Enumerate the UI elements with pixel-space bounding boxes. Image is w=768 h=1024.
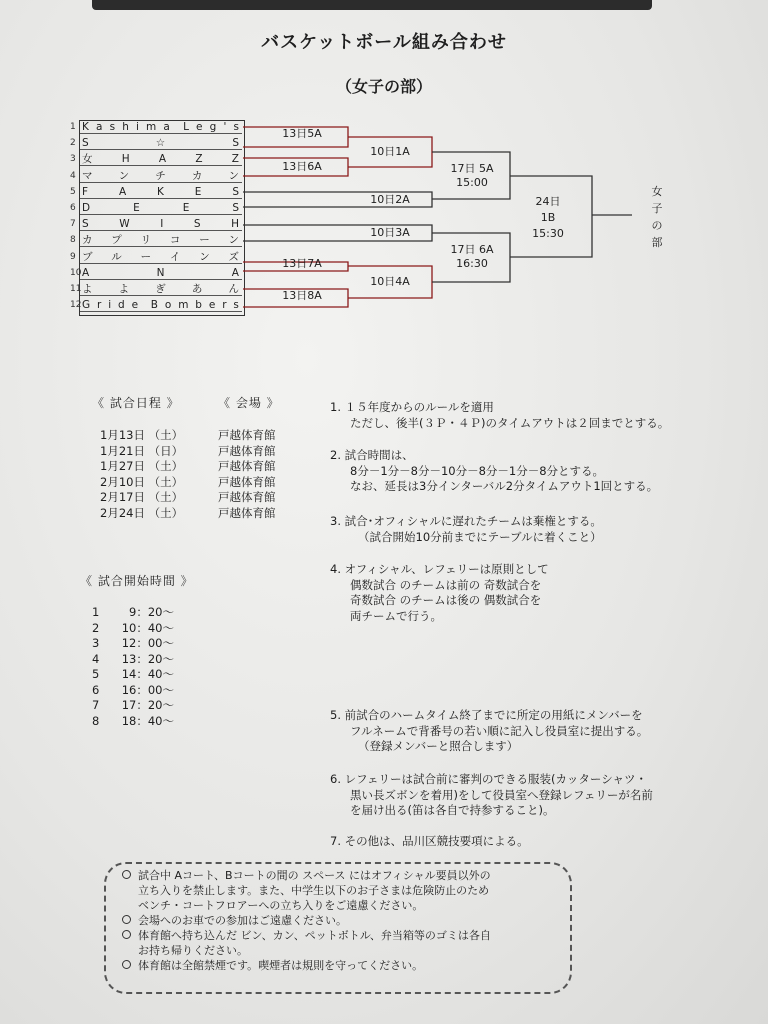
team-name-char: e	[196, 121, 204, 133]
final-label	[520, 194, 576, 242]
team-name-char: s	[233, 299, 240, 312]
team-name-char: E	[194, 185, 203, 198]
rule-5-line-1: 5. 前試合のハームタイム終了までに所定の用紙にメンバーを	[330, 708, 643, 722]
team-name-char: d	[118, 299, 126, 312]
team-name-char: K	[157, 185, 165, 198]
team-seed: 6	[70, 203, 76, 213]
team-name-char: ル	[111, 250, 123, 263]
start-time-row	[92, 698, 174, 714]
team-name-char: イ	[169, 250, 182, 263]
team-seed: 8	[70, 235, 76, 246]
rule-2-line-2: 8分－1分－8分－10分－8分－1分－8分とする。	[350, 463, 605, 478]
team-name-char: a	[163, 121, 171, 133]
rule-3-line-2: （試合開始10分前までにテーブルに着くこと）	[358, 529, 602, 544]
team-name-char: A	[158, 153, 168, 166]
team-name-char: Z	[231, 153, 240, 166]
rule-5-line-2: フルネームで背番号の若い順に記入し役員室に提出する。	[350, 723, 649, 738]
team-name-char: e	[131, 299, 140, 312]
schedule-list	[100, 428, 276, 521]
bullet-icon	[122, 930, 131, 939]
team-seed: 11	[70, 284, 82, 294]
game-number: 6	[92, 682, 100, 697]
game-start-time: 10：40〜	[121, 620, 174, 635]
notice-line: お持ち帰りください。	[138, 944, 248, 957]
team-name-char: カ	[191, 169, 204, 182]
team-name-char: r	[97, 299, 103, 312]
schedule-row	[100, 444, 276, 460]
team-name-char: S	[82, 137, 90, 150]
game-number: 8	[92, 713, 100, 728]
team-seed: 1	[70, 122, 76, 132]
team-name-char: m	[178, 299, 190, 312]
team-name-char: ん	[228, 283, 240, 295]
semi-2-date: 17日 6A	[450, 243, 494, 256]
team-name-char: o	[164, 299, 173, 312]
start-time-row	[92, 652, 174, 668]
notice-line: ベンチ・コートフロアーへの立ち入りをご遠慮ください。	[138, 899, 424, 912]
r1-match-4-label: 13日8A	[282, 289, 322, 302]
team-seed: 2	[70, 138, 76, 149]
venue-heading: 《 会場 》	[218, 396, 280, 410]
champion-char: 子	[651, 202, 663, 215]
team-name-char: ☆	[155, 137, 167, 150]
semi-2-time: 16:30	[456, 257, 488, 270]
team-name-char: S	[82, 218, 90, 231]
team-name-char: S	[232, 185, 240, 198]
team-name-char: ー	[199, 234, 211, 247]
r1-match-3-label: 13日7A	[282, 257, 322, 270]
team-name-char: E	[182, 202, 191, 214]
team-name-char: ン	[228, 169, 240, 182]
team-seed: 3	[70, 154, 76, 165]
start-time-row	[92, 605, 174, 621]
notice-line: 立ち入りを禁止します。また、中学生以下のお子さまは危険防止のため	[138, 884, 490, 897]
notice-line: 体育館へ持ち込んだ ビン、カン、ペットボトル、弁当箱等のゴミは各自	[138, 928, 558, 943]
team-name-char: m	[146, 121, 158, 133]
document-title: バスケットボール組み合わせ	[261, 32, 507, 53]
team-name-char: b	[195, 299, 203, 312]
team-name-char: I	[160, 218, 165, 231]
team-name-char: N	[156, 266, 166, 279]
team-name-char: F	[82, 185, 90, 198]
team-name-char: B	[150, 299, 159, 312]
start-time-row	[92, 683, 174, 699]
notice-list	[138, 868, 558, 973]
rule-6-line-3: を届け出る(笛は各自で持参すること)。	[350, 803, 555, 817]
rule-2-line-3: なお、延長は3分インターバル2分タイムアウト1回とする。	[350, 479, 659, 493]
game-start-time: 16：00〜	[121, 682, 174, 697]
start-time-row	[92, 621, 174, 637]
semi-1-time: 15:00	[456, 176, 488, 189]
team-name-char: h	[122, 121, 130, 133]
rule-1	[330, 400, 740, 431]
team-name-char: i	[135, 121, 140, 133]
team-seed: 7	[70, 219, 76, 230]
game-number: 7	[92, 698, 100, 712]
game-start-time: 13：20〜	[121, 651, 174, 666]
start-time-row	[92, 714, 174, 730]
schedule-venue: 戸越体育館	[218, 490, 276, 504]
schedule-venue: 戸越体育館	[218, 505, 276, 520]
game-number: 3	[92, 636, 100, 650]
document-subtitle: （女子の部）	[335, 77, 432, 96]
schedule-row	[100, 475, 276, 491]
schedule-heading: 《 試合日程 》	[92, 396, 180, 410]
team-name-char: W	[119, 218, 131, 231]
r1-match-1-label: 13日5A	[282, 127, 322, 140]
rule-5	[330, 708, 740, 755]
team-name-char: L	[183, 121, 190, 133]
notice-line: 試合中 Aコート、Bコートの間の スペース にはオフィシャル要員以外の	[138, 868, 558, 883]
final-court: 1B	[540, 211, 556, 224]
rule-1-line-1: 1. １５年度からのルールを適用	[330, 400, 494, 414]
team-name-char: あ	[191, 283, 204, 295]
team-name-char: G	[82, 299, 92, 312]
team-name-char: H	[121, 153, 131, 166]
team-name-char: r	[222, 299, 228, 312]
team-seed: 9	[70, 251, 76, 262]
start-times-heading: 《 試合開始時間 》	[80, 574, 194, 588]
semi-1-date: 17日 5A	[450, 162, 494, 175]
semi-2-label	[440, 243, 504, 271]
game-start-time: 9：20〜	[129, 605, 174, 619]
schedule-date: 1月13日 （土）	[100, 428, 184, 442]
team-name-char: A	[118, 185, 128, 198]
team-name-char: よ	[118, 283, 131, 295]
notice-line: 会場へのお車での参加はご遠慮ください。	[138, 913, 558, 928]
team-name-char: '	[223, 121, 228, 133]
rule-2-line-1: 2. 試合時間は、	[330, 448, 414, 462]
team-name-char: ー	[140, 250, 153, 263]
final-time: 15:30	[532, 227, 564, 240]
team-name-char: A	[231, 266, 240, 279]
rule-4	[330, 562, 740, 624]
rule-7	[330, 834, 740, 850]
rule-4-line-3: 奇数試合 のチームは後の 偶数試合を	[350, 593, 542, 607]
team-name-char: プ	[111, 234, 123, 247]
team-name-char: s	[109, 121, 117, 133]
team-name-char: ブ	[82, 250, 94, 263]
team-name-char: よ	[82, 283, 94, 295]
game-start-time: 17：20〜	[121, 698, 174, 712]
team-name-char: リ	[140, 234, 153, 247]
champion-char: 女	[651, 185, 663, 198]
team-name-char: s	[233, 121, 240, 133]
r2-match-1-label: 10日1A	[370, 145, 410, 158]
bullet-icon	[122, 960, 131, 969]
game-start-time: 14：40〜	[121, 667, 174, 681]
rule-7-line-1: 7. その他は、品川区競技要項による。	[330, 834, 529, 848]
champion-char: 部	[651, 236, 663, 249]
bullet-icon	[122, 870, 131, 879]
team-name-char: ズ	[228, 250, 240, 263]
r2-match-3-label: 10日3A	[370, 226, 410, 239]
start-time-row	[92, 667, 174, 683]
team-name-char: ン	[199, 250, 211, 263]
schedule-date: 2月10日 （土）	[100, 474, 184, 489]
schedule-venue: 戸越体育館	[218, 474, 276, 489]
team-name-char: Z	[195, 153, 204, 166]
rule-4-line-4: 両チームで行う。	[350, 608, 442, 623]
semi-1-label	[440, 162, 504, 190]
rule-5-line-3: （登録メンバーと照合します）	[358, 739, 519, 753]
r2-match-2-label: 10日2A	[370, 193, 410, 206]
team-name-char: K	[82, 121, 90, 133]
bullet-icon	[122, 915, 131, 924]
game-start-time: 18：40〜	[121, 713, 174, 728]
rule-4-line-1: 4. オフィシャル、レフェリーは原則として	[330, 562, 549, 576]
champion-char: の	[651, 219, 663, 232]
team-name-char: A	[82, 266, 91, 279]
team-name-char: チ	[155, 169, 167, 182]
team-name-char: E	[133, 202, 141, 214]
schedule-venue: 戸越体育館	[218, 443, 276, 458]
schedule-venue: 戸越体育館	[218, 459, 276, 473]
team-name-char: 女	[82, 153, 94, 166]
game-number: 5	[92, 667, 100, 681]
rule-3-line-1: 3. 試合･オフィシャルに遅れたチームは棄権とする。	[330, 514, 602, 528]
rule-4-line-2: 偶数試合 のチームは前の 奇数試合を	[350, 577, 542, 592]
team-name-char: g	[209, 121, 218, 133]
rule-6-line-2: 黒い長ズボンを着用)をして役員室へ登録レフェリーが名前	[350, 787, 653, 802]
rule-6-line-1: 6. レフェリーは試合前に審判のできる服装(カッターシャツ・	[330, 772, 647, 786]
team-name-char: マ	[82, 169, 94, 182]
game-start-time: 12：00〜	[121, 636, 174, 650]
team-name-char: ン	[228, 234, 240, 247]
schedule-date: 2月24日 （土）	[100, 505, 184, 520]
team-name-char: e	[208, 299, 217, 312]
schedule-row	[100, 490, 276, 506]
rule-3	[330, 514, 740, 545]
schedule-date: 1月27日 （土）	[100, 459, 184, 473]
final-date: 24日	[535, 195, 561, 208]
notice-line: 体育館は全館禁煙です。喫煙者は規則を守ってください。	[138, 958, 558, 973]
game-number: 4	[92, 651, 100, 666]
rule-2	[330, 448, 740, 495]
r2-match-4-label: 10日4A	[370, 275, 410, 288]
team-seed: 12	[70, 300, 82, 311]
start-time-row	[92, 636, 174, 652]
schedule-row	[100, 506, 276, 522]
schedule-row	[100, 428, 276, 444]
team-name-char: a	[96, 121, 104, 133]
rule-6	[330, 772, 740, 819]
team-name-char: ン	[118, 169, 131, 182]
team-seed: 10	[70, 267, 82, 278]
team-name-char: S	[232, 202, 240, 214]
team-name-char: カ	[82, 234, 94, 247]
team-name-char: ぎ	[155, 283, 167, 295]
team-seed: 4	[70, 170, 76, 181]
schedule-date: 2月17日 （土）	[100, 490, 184, 504]
team-name-char: i	[108, 299, 113, 312]
team-name-char: S	[193, 218, 202, 231]
schedule-date: 1月21日 （日）	[100, 443, 184, 458]
start-times-list	[92, 605, 174, 729]
schedule-row	[100, 459, 276, 475]
team-name-char: D	[82, 202, 92, 214]
schedule-venue: 戸越体育館	[218, 428, 276, 442]
r1-match-2-label: 13日6A	[282, 160, 322, 173]
champion-label	[650, 183, 664, 251]
team-name-char: S	[232, 137, 240, 150]
rule-1-line-2: ただし、後半(３Ｐ・４Ｐ)のタイムアウトは２回までとする。	[350, 415, 670, 430]
game-number: 1	[92, 605, 100, 619]
team-seed: 5	[70, 186, 76, 197]
champion-text	[650, 183, 664, 251]
game-number: 2	[92, 620, 100, 635]
team-name-char: コ	[169, 234, 182, 247]
team-name-char: H	[231, 218, 240, 231]
